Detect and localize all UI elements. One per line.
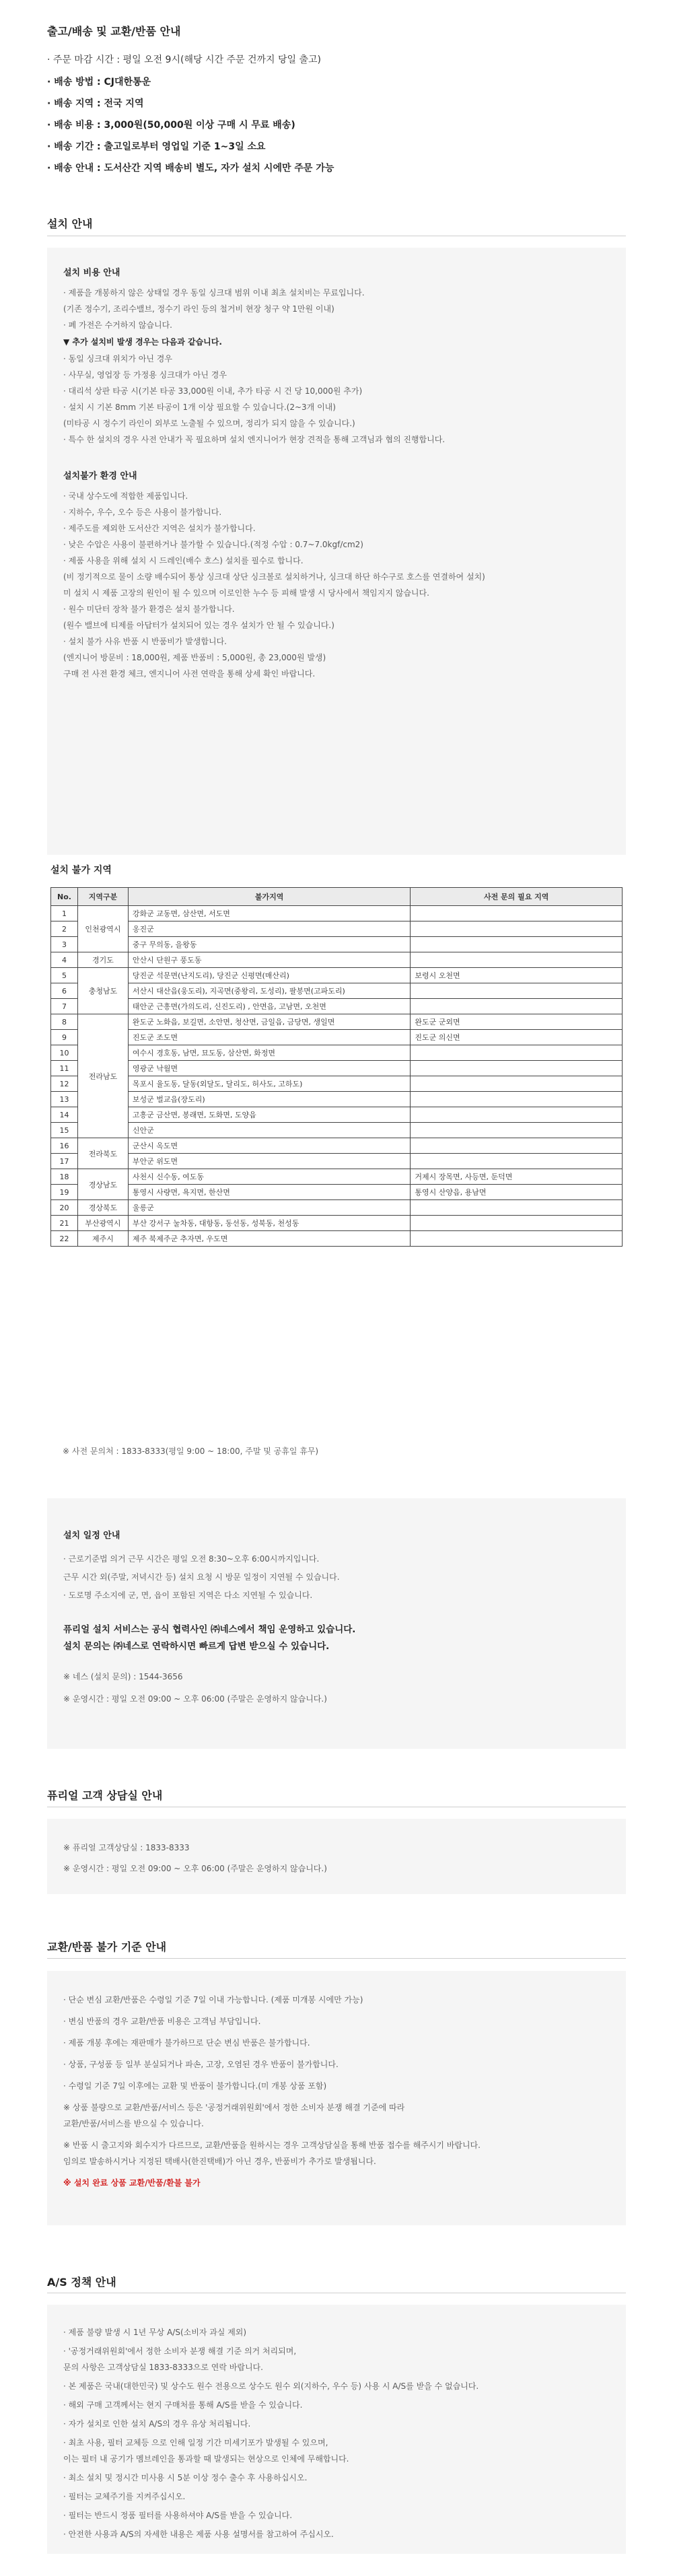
table-row (51, 1092, 623, 1107)
as-line: · 안전한 사용과 A/S의 자세한 내용은 제품 사용 설명서를 참고하여 주십시오. (63, 2530, 334, 2539)
as-line: · 최초 사용, 필터 교체등 으로 인해 일정 기간 미세기포가 발생될 수 있으며, (63, 2438, 328, 2447)
row-no: 13 (51, 1092, 78, 1107)
row-no: 7 (51, 999, 78, 1014)
table-row (51, 1107, 623, 1123)
row-region: 경상북도 (77, 1200, 128, 1216)
schedule-box (47, 1498, 626, 1749)
install-box (47, 248, 626, 855)
table-row (51, 1014, 623, 1030)
install-cost-line: · 특수 한 설치의 경우 사전 안내가 꼭 필요하며 설치 엔지니어가 현장 견적을 통해 고객님과 협의 진행합니다. (63, 435, 446, 444)
row-no: 11 (51, 1061, 78, 1076)
row-area: 부산 강서구 눌차동, 대항동, 동선동, 성북동, 천성동 (128, 1216, 410, 1231)
returns-line: · 변심 반품의 경우 교환/반품 비용은 고객님 부담입니다. (63, 2017, 261, 2026)
schedule-line: · 근로기준법 의거 근무 시간은 평일 오전 8:30~오후 6:00시까지입니다. (63, 1554, 320, 1564)
row-pre (411, 937, 623, 952)
row-no: 4 (51, 952, 78, 968)
returns-line: ※ 상품 불량으로 교환/반품/서비스 등은 '공정거래위원회'에서 정한 소비자 분쟁 해결 기준에 따라 (63, 2103, 405, 2112)
as-line: · 해외 구매 고객께서는 현지 구매처를 통해 A/S를 받을 수 있습니다. (63, 2400, 303, 2410)
install-cost-line: · 대리석 상판 타공 시(기본 타공 33,000원 이내, 추가 타공 시 건 당 10,000원 추가) (63, 386, 363, 396)
row-no: 15 (51, 1123, 78, 1138)
shipping-line: · 배송 안내 : 도서산간 지역 배송비 별도, 자가 설치 시에만 주문 가능 (47, 163, 334, 174)
install-cost-line: · 사무실, 영업장 등 가정용 싱크대가 아닌 경우 (63, 370, 227, 380)
install-env-line: · 낮은 수압은 사용이 불편하거나 불가할 수 있습니다.(적정 수압 : 0.7~7.0kgf/cm2) (63, 540, 363, 549)
row-no: 21 (51, 1216, 78, 1231)
row-area: 통영시 사량면, 욕지면, 한산면 (128, 1185, 410, 1200)
row-area: 군산시 옥도면 (128, 1138, 410, 1154)
row-no: 6 (51, 983, 78, 999)
row-no: 2 (51, 921, 78, 937)
schedule-line: · 도로명 주소지에 군, 면, 읍이 포함된 지역은 다소 지연될 수 있습니다. (63, 1591, 313, 1600)
table-row (51, 1154, 623, 1169)
areas-header-row (51, 888, 623, 906)
shipping-line: · 배송 지역 : 전국 지역 (47, 98, 144, 109)
table-row (51, 1061, 623, 1076)
table-row (51, 921, 623, 937)
row-pre (411, 1123, 623, 1138)
as-line: · '공정거래위원회'에서 정한 소비자 분쟁 해결 기준 의거 처리되며, (63, 2346, 297, 2356)
install-cost-line: · 설치 시 기본 8mm 기본 타공이 1개 이상 필요할 수 있습니다.(2~3개 이내) (63, 403, 336, 412)
shipping-line: · 주문 마감 시간 : 평일 오전 9시(해당 시간 주문 건까지 당일 출고) (47, 55, 321, 65)
returns-line: · 수령일 기준 7일 이후에는 교환 및 반품이 불가합니다.(미 개봉 상품 포함) (63, 2081, 327, 2091)
row-region: 제주시 (77, 1231, 128, 1247)
areas-table (50, 887, 623, 1247)
row-pre (411, 1107, 623, 1123)
as-line: 이는 필터 내 공기가 멤브레인을 통과할 때 발생되는 현상으로 인체에 무해합니다. (63, 2454, 349, 2464)
install-cost-line: (기존 정수기, 조리수밸브, 정수기 라인 등의 철거비 현장 청구 약 1만원 이내) (63, 304, 334, 314)
returns-line: ※ 반품 시 출고지와 회수지가 다르므로, 교환/반품을 원하시는 경우 고객상담실을 통해 반품 접수를 해주시기 바랍니다. (63, 2140, 481, 2150)
row-no: 20 (51, 1200, 78, 1216)
row-pre (411, 1200, 623, 1216)
row-pre (411, 1092, 623, 1107)
as-line: · 필터는 반드시 정품 필터를 사용하셔야 A/S를 받을 수 있습니다. (63, 2511, 293, 2520)
table-row (51, 968, 623, 983)
schedule-line: 근무 시간 외(주말, 저녁시간 등) 설치 요청 시 방문 일정이 지연될 수 있습니다. (63, 1572, 340, 1582)
row-area: 목포시 율도동, 달동(외달도, 달리도, 허사도, 고하도) (128, 1076, 410, 1092)
row-area: 보성군 벌교읍(장도리) (128, 1092, 410, 1107)
install-cost-line: · 폐 가전은 수거하지 않습니다. (63, 320, 172, 330)
table-row (51, 1138, 623, 1154)
row-area: 중구 무의동, 을왕동 (128, 937, 410, 952)
row-area: 부안군 위도면 (128, 1154, 410, 1169)
returns-title: 교환/반품 불가 기준 안내 (47, 1941, 167, 1953)
row-no: 14 (51, 1107, 78, 1123)
col-inquiry: 사전 문의 필요 지역 (411, 888, 623, 906)
row-no: 1 (51, 906, 78, 921)
returns-line: 임의로 발송하시거나 지정된 택배사(한진택배)가 아닌 경우, 반품비가 추가로 발생됩니다. (63, 2157, 376, 2166)
shipping-line: · 배송 기간 : 출고일로부터 영업일 기준 1~3일 소요 (47, 141, 266, 152)
as-line: · 본 제품은 국내(대한민국) 및 상수도 원수 전용으로 상수도 원수 외(지하수, 우수 등) 사용 시 A/S를 받을 수 없습니다. (63, 2381, 479, 2391)
row-region: 전라북도 (77, 1138, 128, 1169)
row-region: 충청남도 (77, 968, 128, 1014)
install-env-line: · 원수 미단터 장착 불가 환경은 설치 불가합니다. (63, 604, 235, 614)
install-cost-title: 설치 비용 안내 (63, 268, 120, 278)
install-cost-line: (미타공 시 정수기 라인이 외부로 노출될 수 있으며, 정리가 되지 않을 수 있습니다.) (63, 419, 355, 428)
as-title: A/S 정책 안내 (47, 2276, 116, 2289)
returns-box (47, 1971, 626, 2225)
install-env-line: 미 설치 시 제품 고장의 원인이 될 수 있으며 이로인한 누수 등 피해 발생 시 당사에서 책임지지 않습니다. (63, 588, 429, 598)
row-pre: 통영시 산양읍, 용남면 (411, 1185, 623, 1200)
areas-title: 설치 불가 지역 (50, 865, 112, 876)
table-row (51, 906, 623, 921)
divider (47, 1958, 626, 1959)
row-area: 고흥군 금산면, 봉래면, 도화면, 도양읍 (128, 1107, 410, 1123)
row-pre: 거제시 장목면, 사등면, 둔덕면 (411, 1169, 623, 1185)
cs-box (47, 1819, 626, 1894)
table-row (51, 1169, 623, 1185)
install-env-line: (비 정기적으로 물이 소량 배수되어 통상 싱크대 상단 싱크볼로 설치하거나, 싱크대 하단 하수구로 호스를 연결하여 설치) (63, 572, 485, 582)
install-env-line: · 제주도를 제외한 도서산간 지역은 설치가 불가합니다. (63, 524, 256, 533)
row-pre (411, 1231, 623, 1247)
row-area: 당진군 석문면(난지도리), 당진군 신평면(매산리) (128, 968, 410, 983)
row-no: 18 (51, 1169, 78, 1185)
table-row (51, 999, 623, 1014)
row-pre: 완도군 군외면 (411, 1014, 623, 1030)
table-row (51, 1200, 623, 1216)
row-pre (411, 1154, 623, 1169)
as-line: · 자가 설치로 인한 설치 A/S의 경우 유상 처리됩니다. (63, 2419, 251, 2429)
as-line: · 필터는 교체주기를 지켜주십시오. (63, 2492, 186, 2501)
install-cost-line: · 제품을 개봉하지 않은 상태일 경우 동일 싱크대 범위 이내 최초 설치비는 무료입니다. (63, 288, 365, 298)
table-row (51, 952, 623, 968)
row-area: 신안군 (128, 1123, 410, 1138)
schedule-notice: 퓨리얼 설치 서비스는 공식 협력사인 ㈜네스에서 책임 운영하고 있습니다. (63, 1624, 356, 1635)
table-row (51, 1045, 623, 1061)
as-line: 문의 사항은 고객상담실 1833-8333으로 연락 바랍니다. (63, 2363, 263, 2372)
install-env-line: 구매 전 사전 환경 체크, 엔지니어 사전 연락을 통해 상세 확인 바랍니다. (63, 669, 316, 678)
row-area: 울릉군 (128, 1200, 410, 1216)
table-row (51, 1076, 623, 1092)
table-row (51, 1185, 623, 1200)
as-box (47, 2305, 626, 2554)
table-row (51, 937, 623, 952)
col-region: 지역구분 (77, 888, 128, 906)
row-region: 경기도 (77, 952, 128, 968)
row-no: 17 (51, 1154, 78, 1169)
row-pre (411, 921, 623, 937)
as-line: · 최소 설치 및 정시간 미사용 시 5분 이상 정수 출수 후 사용하십시오. (63, 2473, 308, 2482)
row-no: 12 (51, 1076, 78, 1092)
col-unavailable: 불가지역 (128, 888, 410, 906)
schedule-contact: ※ 네스 (설치 문의) : 1544-3656 (63, 1672, 183, 1681)
row-region: 경상남도 (77, 1169, 128, 1200)
table-row (51, 1231, 623, 1247)
schedule-title: 설치 일정 안내 (63, 1531, 120, 1541)
row-region: 인천광역시 (77, 906, 128, 952)
row-area: 사천시 신수동, 여도동 (128, 1169, 410, 1185)
row-pre (411, 1076, 623, 1092)
row-no: 9 (51, 1030, 78, 1045)
install-title: 설치 안내 (47, 217, 93, 230)
row-no: 16 (51, 1138, 78, 1154)
row-area: 태안군 근흥면(가의도리, 신진도리) , 안면읍, 고남면, 오천면 (128, 999, 410, 1014)
row-pre (411, 1138, 623, 1154)
row-area: 강화군 교동면, 삼산면, 서도면 (128, 906, 410, 921)
row-pre (411, 983, 623, 999)
install-env-line: (엔지니어 방문비 : 18,000원, 제품 반품비 : 5,000원, 총 23,000원 발생) (63, 653, 326, 662)
install-env-line: · 설치 불가 사유 반품 시 반품비가 발생합니다. (63, 637, 227, 646)
as-line: · 제품 불량 발생 시 1년 무상 A/S(소비자 과실 제외) (63, 2328, 247, 2337)
areas-note: ※ 사전 문의처 : 1833-8333(평일 9:00 ~ 18:00, 주말 및 공휴일 휴무) (63, 1447, 319, 1456)
install-cost-line: · 동일 싱크대 위치가 아닌 경우 (63, 354, 172, 363)
row-pre (411, 1045, 623, 1061)
table-row (51, 1216, 623, 1231)
shipping-line: · 배송 비용 : 3,000원(50,000원 이상 구매 시 무료 배송) (47, 120, 295, 131)
cs-title: 퓨리얼 고객 상담실 안내 (47, 1789, 163, 1802)
table-row (51, 1030, 623, 1045)
row-pre (411, 1216, 623, 1231)
row-area: 완도군 노화읍, 보길면, 소안면, 청산면, 금일읍, 금당면, 생일면 (128, 1014, 410, 1030)
row-no: 3 (51, 937, 78, 952)
install-env-line: (원수 밸브에 티제를 아답터가 설치되어 있는 경우 설치가 안 될 수 있습니다.) (63, 621, 334, 630)
row-pre: 보령시 오천면 (411, 968, 623, 983)
returns-warning: ※ 설치 완료 상품 교환/반품/환불 불가 (63, 2178, 201, 2188)
row-region: 전라남도 (77, 1014, 128, 1138)
shipping-title: 출고/배송 및 교환/반품 안내 (47, 25, 181, 38)
row-area: 제주 북제주군 추자면, 우도면 (128, 1231, 410, 1247)
install-env-line: · 제품 사용을 위해 설치 시 드레인(배수 호스) 설치를 필수로 합니다. (63, 556, 304, 565)
install-env-line: · 지하수, 우수, 오수 등은 사용이 불가합니다. (63, 508, 222, 517)
row-pre (411, 906, 623, 921)
returns-line: · 단순 변심 교환/반품은 수령일 기준 7일 이내 가능합니다. (제품 미개봉 시에만 가능) (63, 1995, 363, 2005)
col-no: No. (51, 888, 78, 906)
schedule-hours: ※ 운영시간 : 평일 오전 09:00 ~ 오후 06:00 (주말은 운영하지 않습니다.) (63, 1694, 327, 1704)
row-area: 서산시 대산읍(웅도리), 지곡면(중왕리, 도성리), 팔봉면(고파도리) (128, 983, 410, 999)
row-area: 안산시 단원구 풍도동 (128, 952, 410, 968)
row-no: 5 (51, 968, 78, 983)
row-no: 8 (51, 1014, 78, 1030)
table-row (51, 983, 623, 999)
row-pre (411, 999, 623, 1014)
install-cost-line: ▼ 추가 설치비 발생 경우는 다음과 같습니다. (63, 337, 222, 347)
row-no: 22 (51, 1231, 78, 1247)
row-pre: 진도군 의신면 (411, 1030, 623, 1045)
row-pre (411, 952, 623, 968)
row-region: 부산광역시 (77, 1216, 128, 1231)
row-no: 10 (51, 1045, 78, 1061)
row-area: 여수시 경호동, 남면, 묘도동, 삼산면, 화정면 (128, 1045, 410, 1061)
cs-line: ※ 운영시간 : 평일 오전 09:00 ~ 오후 06:00 (주말은 운영하지 않습니다.) (63, 1864, 327, 1873)
returns-line: · 상품, 구성품 등 일부 분실되거나 파손, 고장, 오염된 경우 반품이 불가합니다. (63, 2060, 339, 2069)
install-env-line: · 국내 상수도에 적합한 제품입니다. (63, 491, 188, 501)
row-area: 옹진군 (128, 921, 410, 937)
returns-line: · 제품 개봉 후에는 재판매가 불가하므로 단순 변심 반품은 불가합니다. (63, 2038, 310, 2048)
row-area: 진도군 조도면 (128, 1030, 410, 1045)
returns-line: 교환/반품/서비스를 받으실 수 있습니다. (63, 2119, 204, 2128)
row-pre (411, 1061, 623, 1076)
cs-line: ※ 퓨리얼 고객상담실 : 1833-8333 (63, 1843, 190, 1852)
row-area: 영광군 낙월면 (128, 1061, 410, 1076)
shipping-line: · 배송 방법 : CJ대한통운 (47, 77, 151, 88)
row-no: 19 (51, 1185, 78, 1200)
table-row (51, 1123, 623, 1138)
schedule-notice: 설치 문의는 ㈜네스로 연락하시면 빠르게 답변 받으실 수 있습니다. (63, 1641, 330, 1652)
install-env-title: 설치불가 환경 안내 (63, 471, 137, 481)
